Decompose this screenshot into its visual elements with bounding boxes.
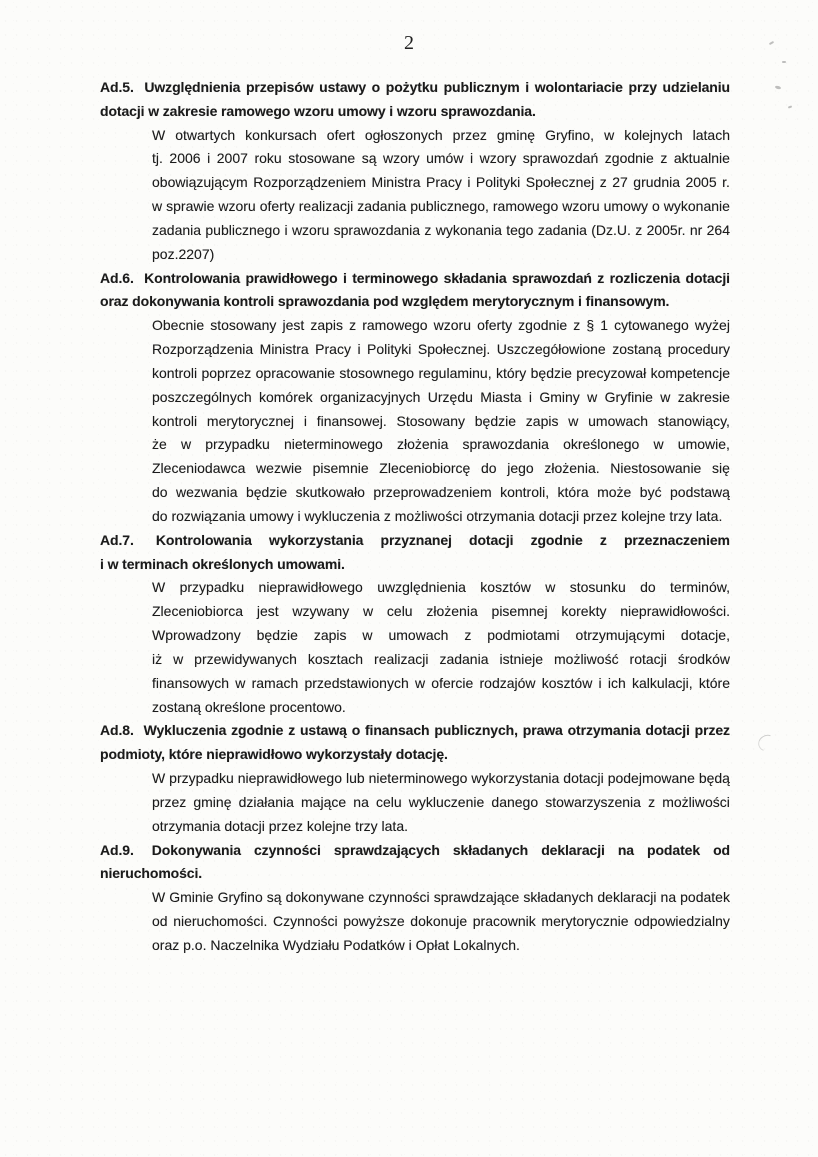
body-line: W przypadku nieprawidłowego lub nieterminowego wykorzystania dotacji podejmowane będą [152,770,730,787]
body-line: Zleceniobiorca jest wzywany w celu złożenia pisemnej korekty nieprawidłowości. [152,603,730,620]
paragraph [152,576,730,719]
body-line: W przypadku nieprawidłowego uwzględnienia kosztów w stosunku do terminów, [152,579,730,596]
section-ad8 [100,719,730,838]
body-line: w sprawie wzoru oferty realizacji zadania publicznego, ramowego wzoru umowy o wykonanie [152,198,730,215]
section-label: Ad.8. [100,722,134,739]
heading-line: nieruchomości. [100,865,203,882]
body-line: oraz p.o. Naczelnika Wydziału Podatków i Opłat Lokalnych. [152,936,520,953]
body-line: poszczególnych komórek organizacyjnych Urzędu Miasta i Gminy w Gryfinie w zakresie [152,388,730,405]
section-label: Ad.5. [100,79,134,95]
heading-line: Ad.8. Wykluczenia zgodnie z ustawą o finansach publicznych, prawa otrzymania dotacji przez [100,719,730,743]
page-number: 2 [404,32,414,54]
body-line: że w przypadku nieterminowego złożenia sprawozdania określonego w umowie, [152,436,730,453]
body-line: tj. 2006 i 2007 roku stosowane są wzory umów i wzory sprawozdań zgodnie z aktualnie [152,150,730,167]
scan-artifact [782,61,786,63]
body-line: od nieruchomości. Czynności powyższe dokonuje pracownik merytorycznie odpowiedzialny [152,912,730,929]
document-body [100,76,730,958]
body-line: finansowych w ramach przedstawionych w ofercie rodzajów kosztów i ich kalkulacji, które [152,674,730,691]
heading-line: Ad.6. Kontrolowania prawidłowego i terminowego składania sprawozdań z rozliczenia dotacji [100,267,730,291]
body-line: zadania publicznego i wzoru sprawozdania z wykonania tego zadania (Dz.U. z 2005r. nr 264 [152,221,730,238]
section-ad6 [100,267,730,529]
section-label: Ad.6. [100,269,134,286]
body-line: przez gminę działania mające na celu wykluczenie danego stowarzyszenia z możliwości [152,793,730,810]
scan-artifact [775,85,782,89]
body-line: kontroli merytorycznej i finansowej. Stosowany będzie zapis w umowach stanowiący, [152,412,730,429]
body-line: Rozporządzenia Ministra Pracy i Polityki Społecznej. Uszczegółowione zostaną procedury [152,341,730,358]
heading-line: oraz dokonywania kontroli sprawozdania pod względem merytorycznym i finansowym. [100,293,670,310]
body-line: W otwartych konkursach ofert ogłoszonych przez gminę Gryfino, w kolejnych latach [152,126,730,143]
section-ad7 [100,529,730,720]
paragraph [152,767,730,838]
paragraph [152,314,730,528]
body-line: zostaną określone procentowo. [152,698,346,715]
heading-line: Ad.9. Dokonywania czynności sprawdzających składanych deklaracji na podatek od [100,839,730,863]
body-line: Obecnie stosowany jest zapis z ramowego wzoru oferty zgodnie z § 1 cytowanego wyżej [152,317,730,334]
heading-line: Ad.7. Kontrolowania wykorzystania przyznanej dotacji zgodnie z przeznaczeniem [100,529,730,553]
body-line: do rozwiązania umowy i wykluczenia z możliwości otrzymania dotacji przez kolejne trzy lata. [152,507,723,524]
body-line: kontroli poprzez opracowanie stosownego regulaminu, który będzie precyzował kompetencje [152,364,730,381]
section-ad5 [100,76,730,267]
body-line: iż w przewidywanych kosztach realizacji zadania istnieje możliwość rotacji środków [152,650,730,667]
scan-artifact [755,732,778,754]
body-line: Zleceniodawca wezwie pisemnie Zleceniobiorcę do jego złożenia. Niestosowanie się [152,460,730,477]
heading-line: i w terminach określonych umowami. [100,555,345,572]
section-label: Ad.9. [100,841,134,858]
body-line: otrzymania dotacji przez kolejne trzy lata. [152,817,408,834]
heading-line: Ad.5. Uwzględnienia przepisów ustawy o pożytku publicznym i wolontariacie przy udzielaniu [100,76,730,100]
body-line: obowiązującym Rozporządzeniem Ministra Pracy i Polityki Społecznej z 27 grudnia 2005 r. [152,174,730,191]
body-line: Wprowadzony będzie zapis w umowach z podmiotami otrzymującymi dotacje, [152,627,730,644]
section-label: Ad.7. [100,531,134,548]
paragraph [152,886,730,957]
heading-line: podmioty, które nieprawidłowo wykorzystały dotację. [100,746,448,763]
body-line: poz.2207) [152,245,215,262]
paragraph [152,124,730,267]
scan-artifact [788,105,792,108]
body-line: do wezwania będzie skutkowało przeprowadzeniem kontroli, która może być podstawą [152,484,730,501]
section-ad9 [100,839,730,958]
heading-line: dotacji w zakresie ramowego wzoru umowy i wzoru sprawozdania. [100,102,536,119]
body-line: W Gminie Gryfino są dokonywane czynności sprawdzające składanych deklaracji na podatek [152,889,730,906]
